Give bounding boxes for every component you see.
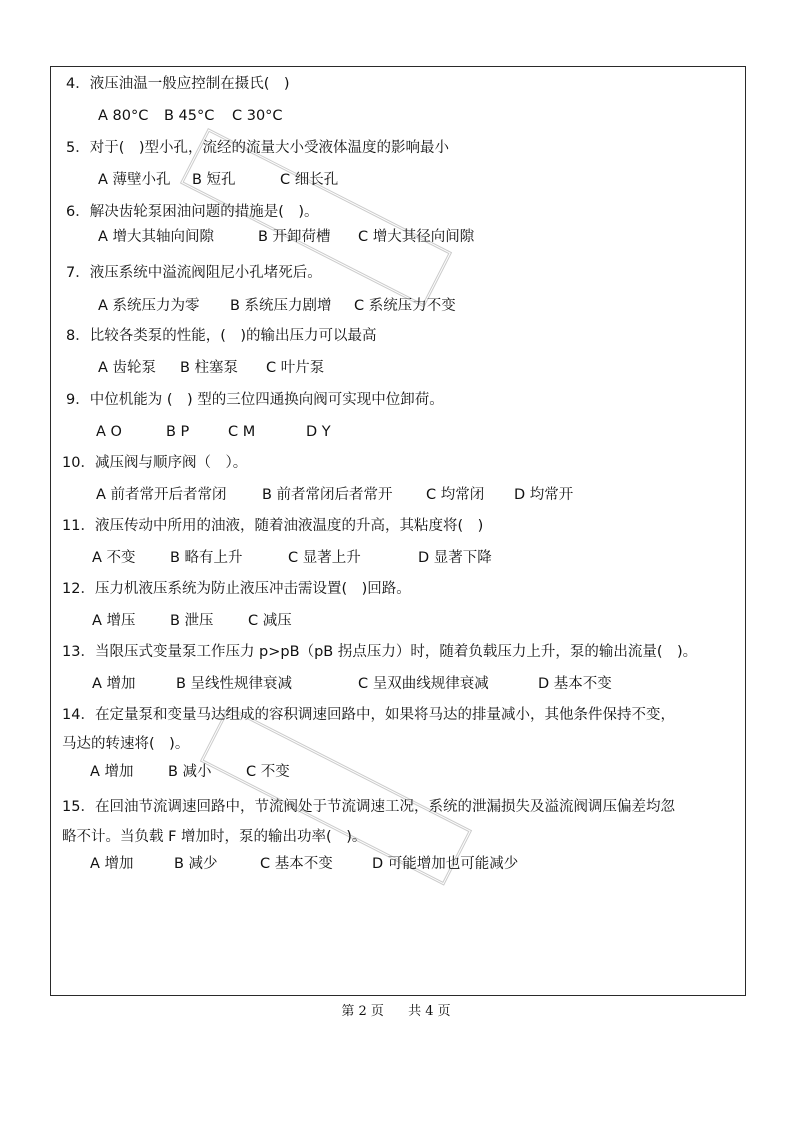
option-a: A 80°C	[98, 108, 149, 124]
question-number: 15．	[62, 799, 95, 815]
option-b: B 略有上升	[170, 550, 243, 566]
option-c: C 细长孔	[280, 172, 339, 188]
question-text: 对于( )型小孔，流经的流量大小受液体温度的影响最小	[89, 140, 450, 156]
question-text: 压力机液压系统为防止液压冲击需设置( )回路。	[94, 581, 411, 597]
option-b: B 短孔	[192, 172, 236, 188]
option-a: A 系统压力为零	[98, 298, 200, 314]
question-10	[62, 453, 247, 473]
question-13	[62, 642, 697, 662]
question-number: 8．	[66, 328, 90, 344]
option-c: C 不变	[246, 764, 290, 780]
question-text: 在定量泵和变量马达组成的容积调速回路中，如果将马达的排量减小，其他条件保持不变，	[94, 707, 675, 723]
option-a: A 薄壁小孔	[98, 172, 171, 188]
question-number: 5．	[66, 140, 90, 156]
question-text: 解决齿轮泵困油问题的措施是( )。	[89, 204, 319, 220]
question-number: 10．	[62, 455, 95, 471]
option-b: B 呈线性规律衰减	[176, 676, 293, 692]
question-text: 当限压式变量泵工作压力 p>pB（pB 拐点压力）时，随着负载压力上升，泵的输出流量( )。	[94, 644, 698, 660]
option-a: A 增加	[90, 764, 134, 780]
page-number: 第 2 页	[341, 1004, 384, 1019]
option-b: B 柱塞泵	[180, 360, 239, 376]
option-a: A 增加	[92, 676, 136, 692]
option-a: A 齿轮泵	[98, 360, 157, 376]
option-b: B 开卸荷槽	[258, 229, 331, 245]
option-b: B 前者常闭后者常开	[262, 487, 393, 503]
option-b: B 减少	[174, 856, 218, 872]
option-c: C 呈双曲线规律衰减	[358, 676, 489, 692]
option-b: B P	[166, 424, 190, 440]
question-number: 14．	[62, 707, 95, 723]
question-number: 4．	[66, 76, 90, 92]
option-c: C 显著上升	[288, 550, 361, 566]
question-11	[62, 516, 483, 536]
option-d: D 基本不变	[538, 676, 612, 692]
option-d: D Y	[306, 424, 331, 440]
option-c: C 系统压力不变	[354, 298, 456, 314]
option-b: B 系统压力剧增	[230, 298, 332, 314]
option-c: C 30°C	[232, 108, 283, 124]
option-c: C 减压	[248, 613, 292, 629]
option-a: A 不变	[92, 550, 136, 566]
question-number: 6．	[66, 204, 90, 220]
question-8	[66, 326, 377, 346]
option-d: D 均常开	[514, 487, 574, 503]
question-15-cont: 略不计。当负载 F 增加时，泵的输出功率( )。	[62, 829, 367, 845]
question-text: 液压传动中所用的油液，随着油液温度的升高，其粘度将( )	[94, 518, 484, 534]
page-footer	[0, 1000, 792, 1019]
question-text: 减压阀与顺序阀（ ）。	[94, 455, 248, 471]
question-7	[66, 263, 322, 283]
option-a: A 增压	[92, 613, 136, 629]
question-text: 在回油节流调速回路中，节流阀处于节流调速工况，系统的泄漏损失及溢流阀调压偏差均忽	[94, 799, 675, 815]
question-number: 7．	[66, 265, 90, 281]
question-12	[62, 579, 411, 599]
option-c: C M	[228, 424, 256, 440]
question-14-cont: 马达的转速将( )。	[62, 736, 190, 752]
option-a: A 前者常开后者常闭	[96, 487, 227, 503]
option-c: C 增大其径向间隙	[358, 229, 475, 245]
option-d: D 显著下降	[418, 550, 492, 566]
question-9	[66, 390, 444, 410]
option-b: B 45°C	[164, 108, 215, 124]
option-c: C 均常闭	[426, 487, 485, 503]
option-b: B 泄压	[170, 613, 214, 629]
question-text: 中位机能为 ( ) 型的三位四通换向阀可实现中位卸荷。	[89, 392, 444, 408]
question-text: 液压系统中溢流阀阻尼小孔堵死后。	[89, 265, 322, 281]
question-number: 9．	[66, 392, 90, 408]
question-text: 液压油温一般应控制在摄氏( )	[89, 76, 290, 92]
question-number: 13．	[62, 644, 95, 660]
question-4	[66, 74, 290, 94]
question-text: 比较各类泵的性能，( )的输出压力可以最高	[89, 328, 377, 344]
option-a: A 增大其轴向间隙	[98, 229, 215, 245]
option-c: C 叶片泵	[266, 360, 325, 376]
option-c: C 基本不变	[260, 856, 333, 872]
question-14	[62, 705, 675, 725]
question-number: 11．	[62, 518, 95, 534]
option-a: A 增加	[90, 856, 134, 872]
option-b: B 减小	[168, 764, 212, 780]
option-d: D 可能增加也可能减少	[372, 856, 519, 872]
option-a: A O	[96, 424, 122, 440]
page-total: 共 4 页	[408, 1004, 451, 1019]
question-number: 12．	[62, 581, 95, 597]
